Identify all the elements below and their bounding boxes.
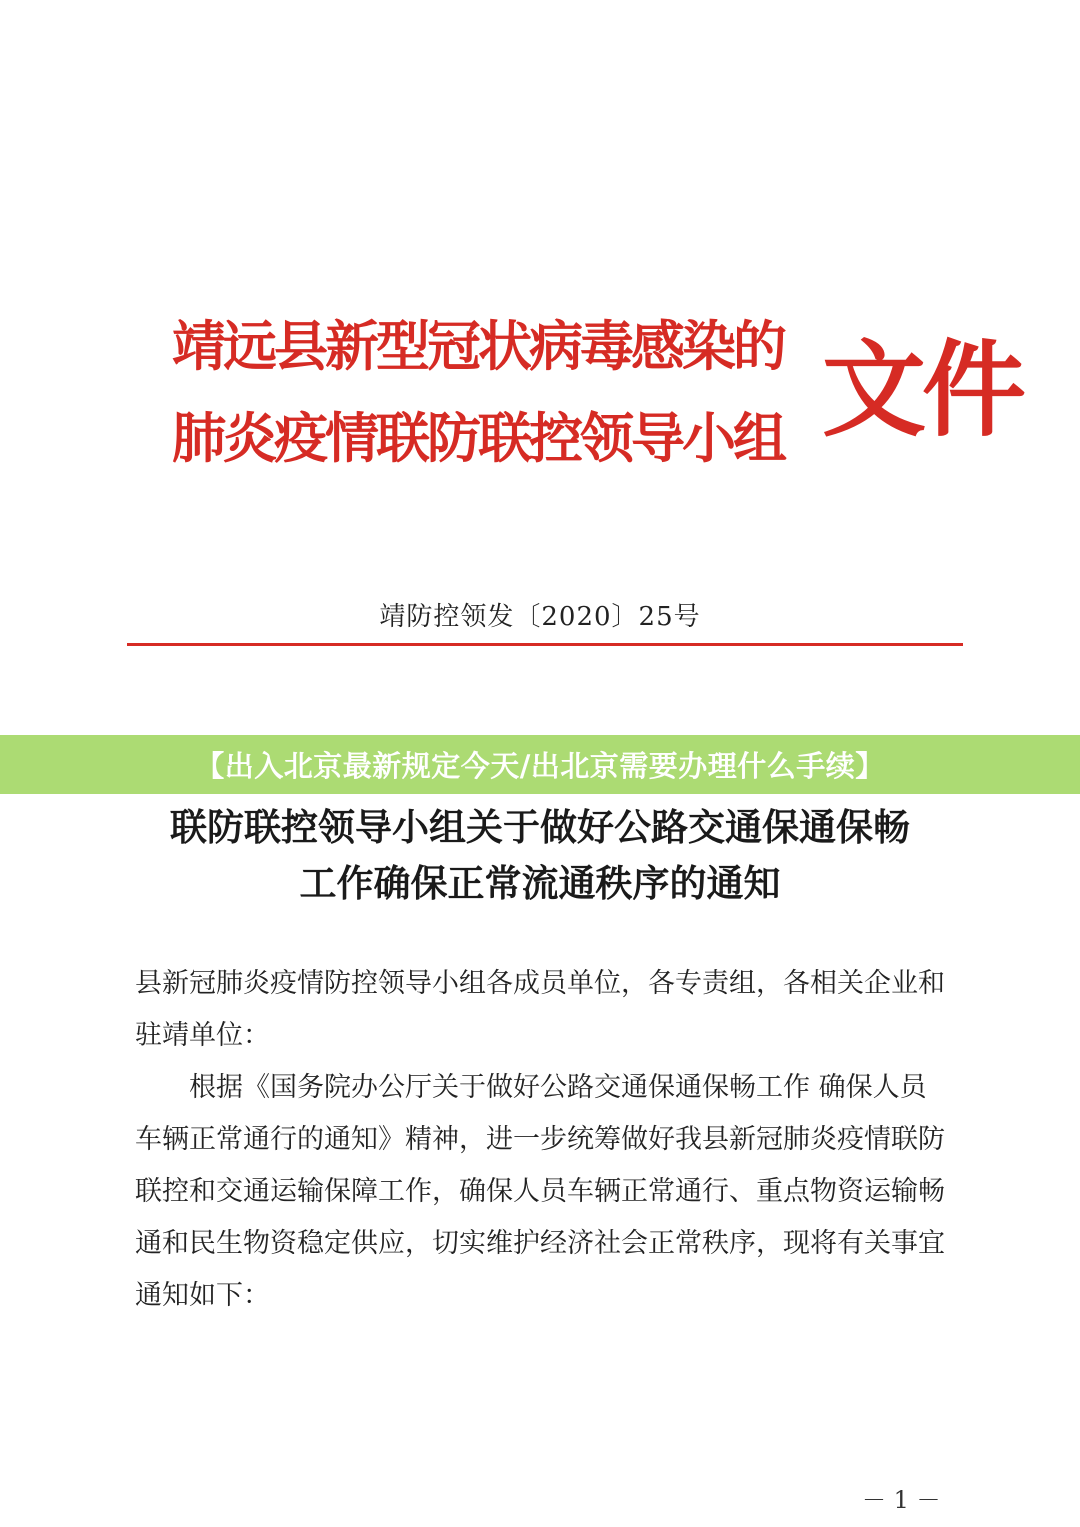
issuer-line-1: 靖远县新型冠状病毒感染的 [172, 314, 784, 378]
headline-banner [0, 735, 1080, 794]
red-divider [127, 643, 963, 646]
headline-text: 【出入北京最新规定今天/出北京需要办理什么手续】 [195, 749, 885, 783]
notice-title-line-2: 工作确保正常流通秩序的通知 [299, 862, 781, 905]
body-paragraph: 根据《国务院办公厅关于做好公路交通保通保畅工作 确保人员车辆正常通行的通知》精神，进一步统筹做好我县新冠肺炎疫情联防联控和交通运输保障工作，确保人员车辆正常通行、重点物资运输畅通和民生物资稳定供应，切实维护经济社会正常秩序，现将有关事宜通知如下： [135, 1072, 945, 1311]
recipients: 县新冠肺炎疫情防控领导小组各成员单位，各专责组，各相关企业和驻靖单位： [135, 968, 945, 1051]
document-number: 靖防控领发〔2020〕25号 [379, 602, 701, 632]
issuer-line-2: 肺炎疫情联防联控领导小组 [172, 406, 784, 470]
document-kind: 文件 [822, 328, 1023, 451]
notice-title-line-1: 联防联控领导小组关于做好公路交通保通保畅 [170, 806, 910, 849]
notice-body [135, 958, 947, 1322]
issuer-name [172, 300, 812, 484]
notice-title [0, 800, 1080, 912]
page-number: － 1 － [862, 1486, 941, 1514]
